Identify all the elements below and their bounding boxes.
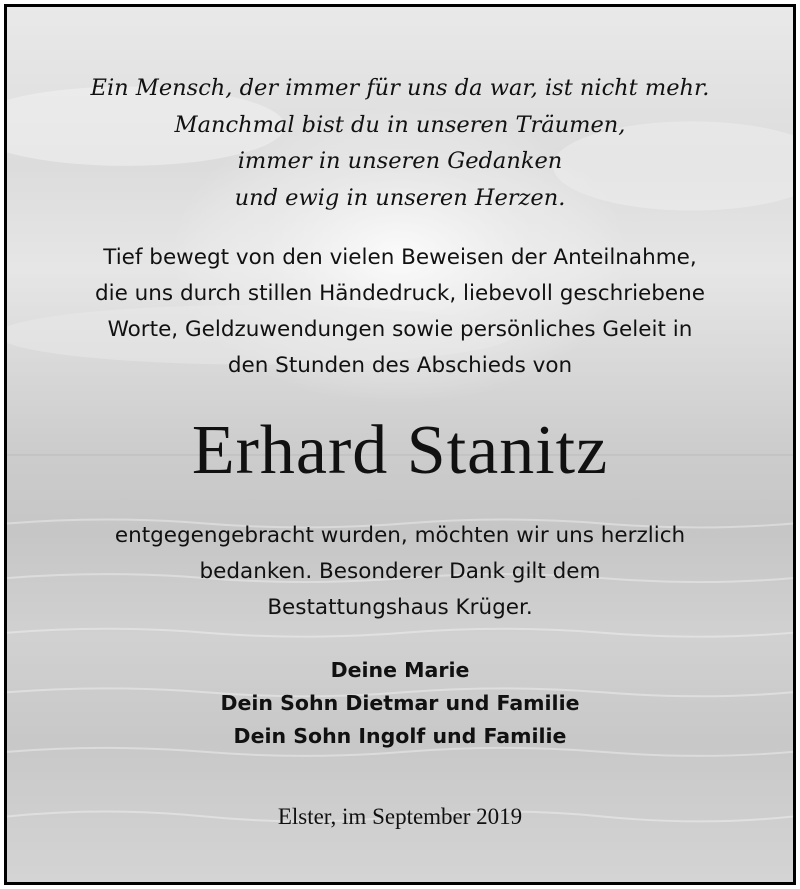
poem-line: und ewig in unseren Herzen. bbox=[234, 184, 566, 211]
obituary-frame bbox=[4, 4, 796, 885]
thanks-line: bedanken. Besonderer Dank gilt dem bbox=[199, 559, 601, 584]
poem-line: immer in unseren Gedanken bbox=[237, 148, 563, 174]
thanks-intro bbox=[7, 240, 793, 384]
signature-line: Dein Sohn Dietmar und Familie bbox=[220, 691, 580, 715]
signature-line: Deine Marie bbox=[330, 658, 470, 682]
thanks-outro bbox=[7, 518, 793, 626]
memorial-poem bbox=[7, 70, 793, 216]
thanks-line: Tief bewegt von den vielen Beweisen der Anteilnahme, bbox=[103, 245, 697, 270]
thanks-line: die uns durch stillen Händedruck, liebevoll geschriebene bbox=[94, 281, 706, 306]
thanks-line: Bestattungshaus Krüger. bbox=[267, 595, 533, 620]
poem-line: Ein Mensch, der immer für uns da war, ist nicht mehr. bbox=[90, 75, 710, 101]
thanks-line: den Stunden des Abschieds von bbox=[227, 353, 573, 378]
thanks-line: Worte, Geldzuwendungen sowie persönliches Geleit in bbox=[107, 317, 693, 342]
signatures bbox=[7, 654, 793, 753]
place-and-date: Elster, im September 2019 bbox=[277, 804, 523, 829]
deceased-name: Erhard Stanitz bbox=[191, 412, 609, 489]
signature-line: Dein Sohn Ingolf und Familie bbox=[233, 724, 567, 748]
thanks-line: entgegengebracht wurden, möchten wir uns herzlich bbox=[114, 523, 686, 548]
poem-line: Manchmal bist du in unseren Träumen, bbox=[174, 111, 626, 138]
